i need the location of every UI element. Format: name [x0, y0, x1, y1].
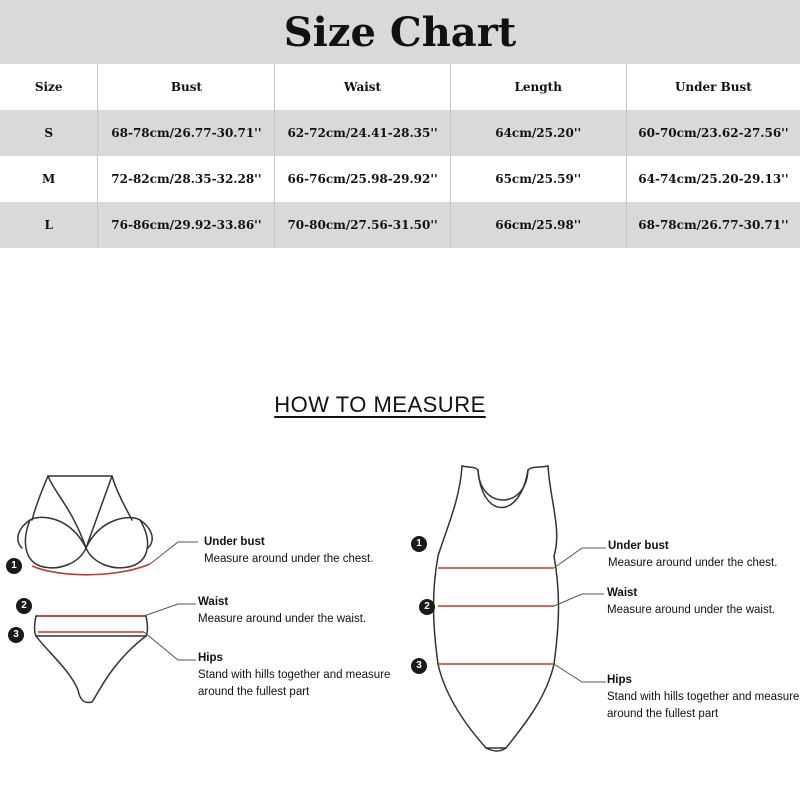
cell-waist: 62-72cm/24.41-28.35'' [275, 110, 450, 156]
cell-bust: 68-78cm/26.77-30.71'' [98, 110, 275, 156]
cell-waist: 66-76cm/25.98-29.92'' [275, 156, 450, 202]
cell-bust: 76-86cm/29.92-33.86'' [98, 202, 275, 248]
bikini-hips-head: Hips [198, 652, 223, 664]
cell-size: M [0, 156, 98, 202]
header-waist: Waist [275, 64, 450, 110]
cell-under-bust: 60-70cm/23.62-27.56'' [626, 110, 800, 156]
swimsuit-under-bust-desc: Measure around under the chest. [608, 557, 778, 569]
page-title: Size Chart [283, 8, 517, 56]
swimsuit-icon [434, 466, 559, 751]
swimsuit-hips-head: Hips [607, 674, 632, 686]
cell-under-bust: 64-74cm/25.20-29.13'' [626, 156, 800, 202]
cell-length: 65cm/25.59'' [450, 156, 626, 202]
bikini-hips-desc-1: Stand with hills together and measure [198, 669, 391, 681]
bikini-marker-3: 3 [8, 627, 24, 643]
bikini-under-bust-label [204, 534, 373, 568]
cell-under-bust: 68-78cm/26.77-30.71'' [626, 202, 800, 248]
bikini-marker-2: 2 [16, 598, 32, 614]
header-under-bust: Under Bust [626, 64, 800, 110]
how-to-measure-title: HOW TO MEASURE [274, 392, 486, 417]
bikini-top-icon [18, 476, 152, 568]
cell-size: L [0, 202, 98, 248]
cell-waist: 70-80cm/27.56-31.50'' [275, 202, 450, 248]
swimsuit-under-bust-label [608, 538, 777, 572]
swimsuit-waist-head: Waist [607, 587, 638, 599]
bikini-waist-desc: Measure around under the waist. [198, 613, 367, 625]
bikini-waist-label [198, 594, 366, 628]
swimsuit-marker-3: 3 [411, 658, 427, 674]
swimsuit-marker-1: 1 [411, 536, 427, 552]
cell-length: 64cm/25.20'' [450, 110, 626, 156]
header-size: Size [0, 64, 98, 110]
swimsuit-hips-desc-2: around the fullest part [607, 708, 719, 720]
bikini-hips-label [198, 650, 390, 701]
bikini-bottom-icon [35, 616, 148, 703]
header-length: Length [450, 64, 626, 110]
swimsuit-hips-desc-1: Stand with hills together and measure [607, 691, 800, 703]
swimsuit-waist-label [607, 585, 775, 619]
header-bust: Bust [98, 64, 275, 110]
bikini-hips-desc-2: around the fullest part [198, 686, 310, 698]
swimsuit-under-bust-head: Under bust [608, 540, 669, 552]
bikini-under-bust-desc: Measure around under the chest. [204, 553, 374, 565]
cell-length: 66cm/25.98'' [450, 202, 626, 248]
swimsuit-marker-2: 2 [419, 599, 435, 615]
bikini-marker-1: 1 [6, 558, 22, 574]
swimsuit-waist-desc: Measure around under the waist. [607, 604, 776, 616]
cell-size: S [0, 110, 98, 156]
bikini-waist-head: Waist [198, 596, 229, 608]
bikini-under-bust-head: Under bust [204, 536, 265, 548]
swimsuit-hips-label [607, 672, 799, 723]
cell-bust: 72-82cm/28.35-32.28'' [98, 156, 275, 202]
